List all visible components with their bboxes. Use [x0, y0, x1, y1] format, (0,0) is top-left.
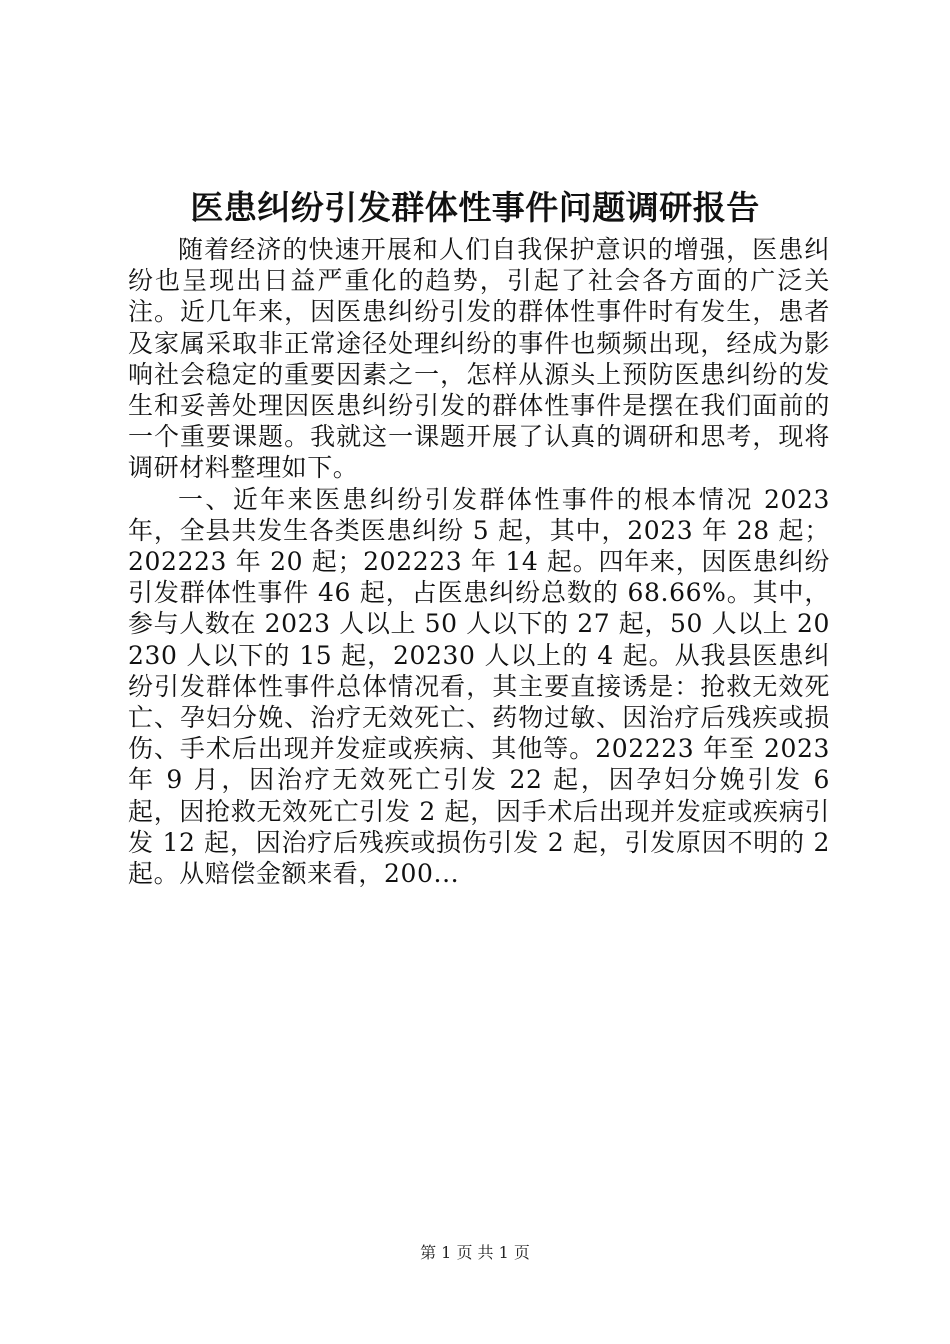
- document-body: [128, 234, 830, 889]
- section-one-paragraph: 一、近年来医患纠纷引发群体性事件的根本情况 2023 年，全县共发生各类医患纠纷 5 起，其中，2023 年 28 起；202223 年 20 起；202223 年 14 起。四年来，因医患纠纷引发群体性事件 46 起，占医患纠纷总数的 68.66%。其中，参与人数在 2023 人以上 50 人以下的 27 起，50 人以上 20230 人以下的 15 起，20230 人以上的 4 起。从我县医患纠纷引发群体性事件总体情况看，其主要直接诱是：抢救无效死亡、孕妇分娩、治疗无效死亡、药物过敏、因治疗后残疾或损伤、手术后出现并发症或疾病、其他等。202223 年至 2023 年 9 月，因治疗无效死亡引发 22 起，因孕妇分娩引发 6 起，因抢救无效死亡引发 2 起，因手术后出现并发症或疾病引发 12 起，因治疗后残疾或损伤引发 2 起，引发原因不明的 2 起。从赔偿金额来看，200...: [128, 484, 830, 889]
- intro-paragraph: 随着经济的快速开展和人们自我保护意识的增强，医患纠纷也呈现出日益严重化的趋势，引起了社会各方面的广泛关注。近几年来，因医患纠纷引发的群体性事件时有发生，患者及家属采取非正常途径处理纠纷的事件也频频出现，经成为影响社会稳定的重要因素之一，怎样从源头上预防医患纠纷的发生和妥善处理因医患纠纷引发的群体性事件是摆在我们面前的一个重要课题。我就这一课题开展了认真的调研和思考，现将调研材料整理如下。: [128, 235, 830, 483]
- page-footer: 第 1 页 共 1 页: [420, 1243, 530, 1262]
- document-title: 医患纠纷引发群体性事件问题调研报告: [190, 188, 760, 227]
